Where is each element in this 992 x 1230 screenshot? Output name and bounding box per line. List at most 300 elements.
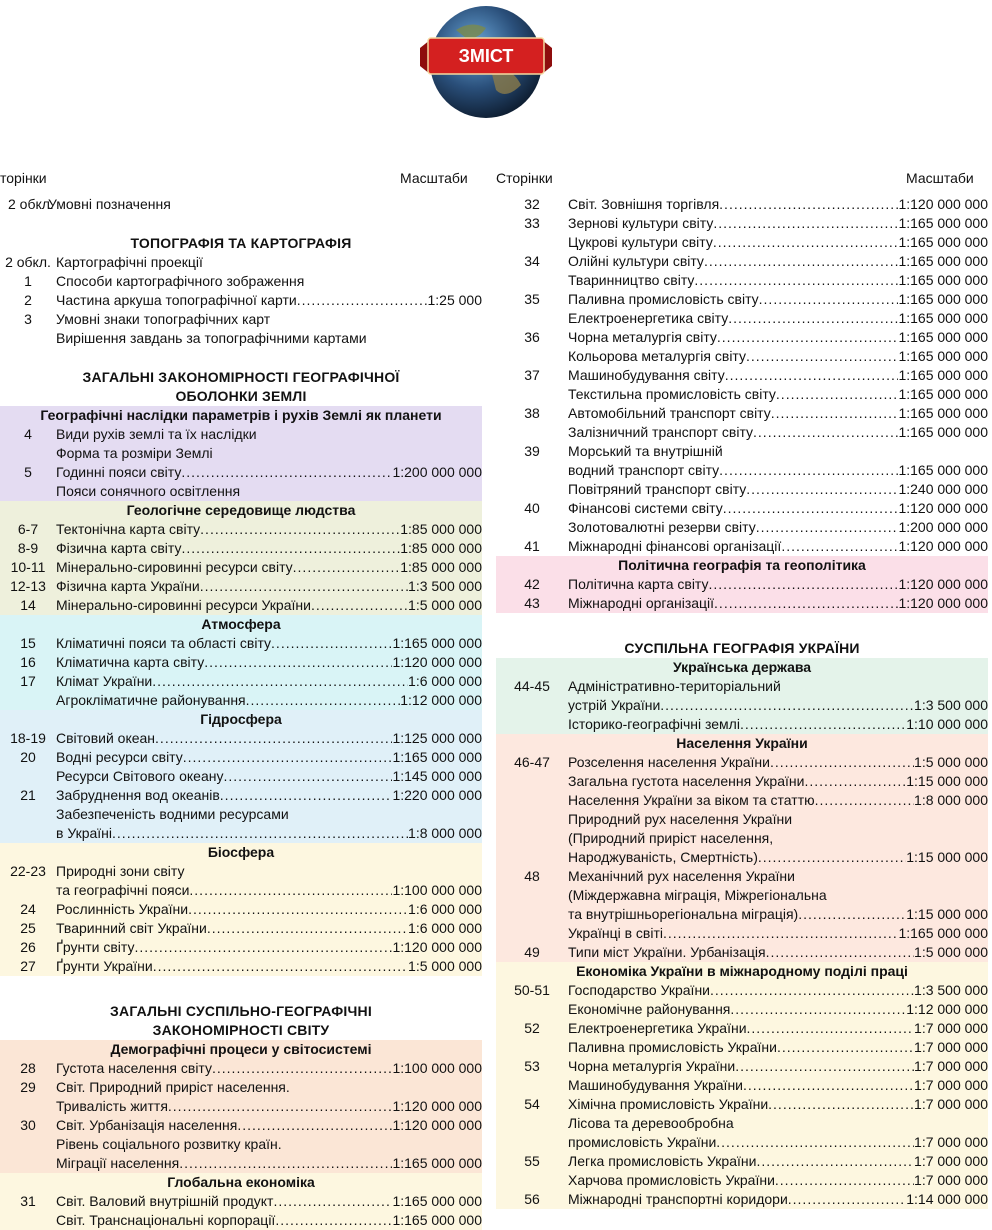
toc-row[interactable]	[0, 425, 482, 444]
toc-scale: 1:120 000 000	[898, 196, 988, 212]
toc-row[interactable]	[496, 252, 988, 271]
leader-dots	[730, 1000, 906, 1019]
subsection-block	[496, 734, 988, 962]
toc-row[interactable]	[496, 537, 988, 556]
toc-row[interactable]	[0, 957, 482, 976]
right-column	[496, 195, 988, 1209]
toc-row[interactable]	[496, 366, 988, 385]
toc-text: Фінансові системи світу	[568, 500, 723, 516]
toc-row[interactable]	[0, 329, 482, 348]
toc-row[interactable]	[496, 1171, 988, 1190]
toc-text: Машинобудування світу	[568, 367, 725, 383]
toc-row[interactable]	[496, 328, 988, 347]
toc-text: Світ. Природний приріст населення.	[56, 1079, 290, 1095]
toc-scale: 1:200 000 000	[898, 519, 988, 535]
left-column	[0, 195, 482, 1230]
toc-row[interactable]	[0, 1211, 482, 1230]
toc-page: 27	[20, 958, 36, 974]
toc-row[interactable]	[0, 938, 482, 957]
toc-text: Міжнародні фінансові організації	[568, 538, 782, 554]
toc-page: 5	[24, 464, 32, 480]
section-heading: ТОПОГРАФІЯ ТА КАРТОГРАФІЯ	[130, 235, 352, 251]
leader-dots	[207, 919, 408, 938]
toc-text: Клімат України	[56, 673, 153, 689]
leader-dots	[777, 1038, 914, 1057]
toc-row[interactable]	[496, 195, 988, 214]
leader-dots	[694, 271, 898, 290]
left-scales-header: Масштаби	[400, 170, 468, 186]
leader-dots	[200, 520, 400, 539]
toc-row[interactable]	[0, 881, 482, 900]
toc-scale: 1:6 000 000	[408, 901, 482, 917]
toc-row[interactable]	[496, 886, 988, 905]
toc-text: Світовий океан	[56, 730, 156, 746]
toc-row[interactable]	[0, 805, 482, 824]
subsection-block	[0, 501, 482, 615]
section-heading: ЗАГАЛЬНІ ЗАКОНОМІРНОСТІ ГЕОГРАФІЧНОЇ	[82, 369, 400, 385]
leader-dots	[112, 824, 408, 843]
toc-text: Способи картографічного зображення	[56, 273, 305, 289]
leader-dots	[181, 463, 392, 482]
leader-dots	[212, 1059, 392, 1078]
toc-text: Рослинність України	[56, 901, 189, 917]
leader-dots	[746, 480, 898, 499]
toc-row[interactable]	[496, 461, 988, 480]
leader-dots	[714, 594, 898, 613]
toc-text: Тваринний світ України	[56, 920, 207, 936]
toc-row[interactable]	[496, 385, 988, 404]
toc-scale: 1:165 000 000	[898, 310, 988, 326]
leader-dots	[768, 1095, 914, 1114]
toc-text: Світ. Урбанізація населення	[56, 1117, 238, 1133]
toc-text: Мінерально-сировинні ресурси України	[56, 597, 311, 613]
subsection-block	[0, 1173, 482, 1230]
leader-dots	[204, 653, 392, 672]
leader-dots	[223, 767, 392, 786]
toc-page: 31	[20, 1193, 36, 1209]
toc-row[interactable]	[0, 1192, 482, 1211]
toc-row[interactable]	[496, 772, 988, 791]
toc-row[interactable]	[496, 233, 988, 252]
toc-scale: 1:165 000 000	[898, 348, 988, 364]
toc-row[interactable]	[0, 444, 482, 463]
leader-dots	[220, 786, 393, 805]
toc-text: Ґрунти світу	[56, 939, 135, 955]
toc-page: 22-23	[10, 863, 46, 879]
leader-dots	[709, 575, 899, 594]
toc-row[interactable]	[0, 558, 482, 577]
toc-page: 44-45	[514, 678, 550, 694]
leader-dots	[804, 772, 906, 791]
toc-text: Ресурси Світового океану	[56, 768, 224, 784]
subsection-heading: Біосфера	[207, 844, 275, 860]
toc-row[interactable]	[0, 919, 482, 938]
toc-text: Світ. Зовнішня торгівля	[568, 196, 720, 212]
toc-scale: 1:85 000 000	[400, 540, 482, 556]
leader-dots	[770, 753, 914, 772]
toc-text: Лісова та деревообробна	[568, 1115, 734, 1131]
toc-scale: 1:120 000 000	[898, 500, 988, 516]
leader-dots	[153, 957, 408, 976]
subsection-heading: Геологічне середовище людства	[126, 502, 356, 518]
left-pages-header: торінки	[0, 170, 47, 186]
toc-row[interactable]	[496, 347, 988, 366]
toc-text: (Природний приріст населення,	[568, 830, 774, 846]
toc-page: 10-11	[10, 559, 46, 575]
toc-scale: 1:165 000 000	[898, 386, 988, 402]
toc-scale: 1:6 000 000	[408, 673, 482, 689]
toc-text: Вирішення завдань за топографічними картами	[56, 330, 367, 346]
toc-row[interactable]	[496, 404, 988, 423]
toc-text: Повітряний транспорт світу	[568, 481, 747, 497]
toc-page: 40	[524, 500, 540, 516]
toc-page: 18-19	[10, 730, 46, 746]
toc-text: Економічне районування	[568, 1001, 731, 1017]
toc-row[interactable]	[0, 1097, 482, 1116]
toc-page: 53	[524, 1058, 540, 1074]
toc-row[interactable]	[496, 1000, 988, 1019]
toc-text: Золотовалютні резерви світу	[568, 519, 756, 535]
toc-page: 56	[524, 1191, 540, 1207]
leader-dots	[740, 715, 906, 734]
toc-page: 39	[524, 443, 540, 459]
toc-scale: 1:165 000 000	[898, 272, 988, 288]
leader-dots	[713, 214, 898, 233]
leader-dots	[735, 1057, 914, 1076]
toc-page: 2 обкл.	[8, 196, 54, 212]
toc-row[interactable]	[0, 253, 482, 272]
toc-scale: 1:120 000 000	[898, 576, 988, 592]
toc-text: Забезпеченість водними ресурсами	[56, 806, 289, 822]
leader-dots	[719, 195, 898, 214]
toc-page: 20	[20, 749, 36, 765]
toc-page: 49	[524, 944, 540, 960]
toc-scale: 1:15 000 000	[906, 906, 988, 922]
toc-scale: 1:165 000 000	[392, 1193, 482, 1209]
toc-row[interactable]	[496, 480, 988, 499]
title-text: ЗМІСТ	[458, 46, 514, 66]
leader-dots	[179, 1154, 392, 1173]
toc-scale: 1:7 000 000	[914, 1039, 988, 1055]
toc-row[interactable]	[496, 594, 988, 613]
section-heading: ЗАГАЛЬНІ СУСПІЛЬНО-ГЕОГРАФІЧНІ	[110, 1003, 372, 1019]
leader-dots	[660, 696, 914, 715]
toc-group	[496, 195, 988, 556]
toc-scale: 1:7 000 000	[914, 1058, 988, 1074]
toc-page: 55	[524, 1153, 540, 1169]
toc-text: Види рухів землі та їх наслідки	[56, 426, 257, 442]
toc-scale: 1:165 000 000	[392, 1155, 482, 1171]
toc-page: 46-47	[514, 754, 550, 770]
toc-row[interactable]	[496, 677, 988, 696]
toc-scale: 1:165 000 000	[898, 424, 988, 440]
toc-scale: 1:120 000 000	[392, 1098, 482, 1114]
toc-row[interactable]	[0, 1154, 482, 1173]
toc-row[interactable]	[0, 729, 482, 748]
toc-row[interactable]	[496, 214, 988, 233]
toc-row[interactable]	[496, 696, 988, 715]
toc-text: Харчова промисловість України	[568, 1172, 775, 1188]
toc-text: Пояси сонячного освітлення	[56, 483, 241, 499]
toc-text: Автомобільний транспорт світу	[568, 405, 771, 421]
toc-text: Мінерально-сировинні ресурси світу	[56, 559, 293, 575]
toc-row[interactable]	[0, 482, 482, 501]
toc-text: Чорна металургія України	[568, 1058, 736, 1074]
toc-row[interactable]	[0, 1116, 482, 1135]
toc-page: 50-51	[514, 982, 550, 998]
toc-row[interactable]	[0, 1059, 482, 1078]
toc-scale: 1:5 000 000	[408, 958, 482, 974]
toc-page: 4	[24, 426, 32, 442]
leader-dots	[725, 366, 899, 385]
toc-page: 25	[20, 920, 36, 936]
toc-text: Світ. Транснаціональні корпорації	[56, 1212, 276, 1228]
toc-text: Олійні культури світу	[568, 253, 704, 269]
toc-row[interactable]	[496, 271, 988, 290]
toc-row[interactable]	[496, 810, 988, 829]
toc-row[interactable]	[496, 499, 988, 518]
toc-row[interactable]	[496, 981, 988, 1000]
subsection-block	[496, 658, 988, 734]
toc-page: 21	[20, 787, 36, 803]
toc-page: 3	[24, 311, 32, 327]
toc-text: Зернові культури світу	[568, 215, 714, 231]
toc-scale: 1:165 000 000	[392, 635, 482, 651]
toc-text: Цукрові культури світу	[568, 234, 713, 250]
toc-scale: 1:120 000 000	[392, 1117, 482, 1133]
toc-page: 2 обкл.	[5, 254, 51, 270]
leader-dots	[798, 905, 906, 924]
section-heading: СУСПІЛЬНА ГЕОГРАФІЯ УКРАЇНИ	[624, 640, 860, 656]
toc-scale: 1:15 000 000	[906, 773, 988, 789]
leader-dots	[200, 577, 408, 596]
toc-text: Машинобудування України	[568, 1077, 743, 1093]
leader-dots	[155, 729, 392, 748]
toc-text: Рівень соціального розвитку країн.	[56, 1136, 282, 1152]
toc-row[interactable]	[496, 924, 988, 943]
toc-row[interactable]	[0, 577, 482, 596]
leader-dots	[716, 1133, 914, 1152]
toc-scale: 1:12 000 000	[906, 1001, 988, 1017]
toc-text: Форма та розміри Землі	[56, 445, 213, 461]
toc-text: Політична карта світу	[568, 576, 709, 592]
toc-text: Тваринництво світу	[568, 272, 695, 288]
toc-text: Тривалість життя	[56, 1098, 168, 1114]
toc-row[interactable]	[496, 290, 988, 309]
toc-row[interactable]	[0, 653, 482, 672]
toc-row[interactable]	[496, 1019, 988, 1038]
toc-scale: 1:165 000 000	[898, 367, 988, 383]
toc-page: 1	[24, 273, 32, 289]
section-heading: ОБОЛОНКИ ЗЕМЛІ	[175, 388, 307, 404]
toc-row[interactable]	[0, 900, 482, 919]
toc-page: 16	[20, 654, 36, 670]
toc-scale: 1:200 000 000	[392, 464, 482, 480]
toc-text: та географічні пояси	[56, 882, 190, 898]
toc-row[interactable]	[496, 1114, 988, 1133]
toc-scale: 1:85 000 000	[400, 521, 482, 537]
toc-scale: 1:14 000 000	[906, 1191, 988, 1207]
toc-row[interactable]	[496, 1152, 988, 1171]
toc-row[interactable]	[0, 463, 482, 482]
toc-row[interactable]	[496, 1057, 988, 1076]
toc-text: Світ. Валовий внутрішній продукт	[56, 1193, 274, 1209]
toc-text: Кліматична карта світу	[56, 654, 205, 670]
toc-page: 35	[524, 291, 540, 307]
toc-row[interactable]	[0, 748, 482, 767]
leader-dots	[723, 499, 899, 518]
subsection-heading: Атмосфера	[201, 616, 281, 632]
toc-scale: 1:3 500 000	[914, 697, 988, 713]
toc-text: устрій України	[568, 697, 661, 713]
leader-dots	[756, 518, 899, 537]
toc-page: 17	[20, 673, 36, 689]
leader-dots	[747, 1019, 915, 1038]
toc-row[interactable]	[0, 195, 482, 214]
toc-row[interactable]	[0, 1135, 482, 1154]
toc-page: 14	[20, 597, 36, 613]
toc-scale: 1:10 000 000	[906, 716, 988, 732]
toc-row[interactable]	[496, 1095, 988, 1114]
toc-scale: 1:165 000 000	[898, 462, 988, 478]
toc-text: Умовні позначення	[48, 196, 171, 212]
toc-scale: 1:165 000 000	[898, 925, 988, 941]
toc-page: 29	[20, 1079, 36, 1095]
leader-dots	[297, 291, 428, 310]
toc-text: Типи міст України. Урбанізація	[568, 944, 766, 960]
leader-dots	[766, 943, 914, 962]
toc-row[interactable]	[0, 634, 482, 653]
toc-row[interactable]	[496, 423, 988, 442]
toc-row[interactable]	[0, 824, 482, 843]
toc-scale: 1:3 500 000	[914, 982, 988, 998]
toc-row[interactable]	[496, 791, 988, 810]
toc-scale: 1:15 000 000	[906, 849, 988, 865]
toc-text: Фізична карта України	[56, 578, 200, 594]
toc-scale: 1:6 000 000	[408, 920, 482, 936]
toc-text: (Міждержавна міграція, Міжрегіональна	[568, 887, 827, 903]
toc-row[interactable]	[0, 691, 482, 710]
subsection-block	[496, 962, 988, 1209]
toc-scale: 1:7 000 000	[914, 1077, 988, 1093]
toc-text: Агрокліматичне районування	[56, 692, 246, 708]
toc-row[interactable]	[0, 291, 482, 310]
toc-text: Кольорова металургія світу	[568, 348, 747, 364]
toc-page: 37	[524, 367, 540, 383]
toc-row[interactable]	[0, 672, 482, 691]
toc-page: 42	[524, 576, 540, 592]
toc-row[interactable]	[496, 848, 988, 867]
toc-scale: 1:165 000 000	[898, 329, 988, 345]
toc-text: Народжуваність, Смертність)	[568, 849, 758, 865]
subsection-block	[0, 615, 482, 710]
toc-text: Електроенергетика України	[568, 1020, 747, 1036]
subsection-block	[0, 1040, 482, 1173]
leader-dots	[710, 981, 914, 1000]
leader-dots	[271, 634, 392, 653]
right-pages-header: Сторінки	[496, 170, 553, 186]
leader-dots	[704, 252, 899, 271]
section-heading: ЗАКОНОМІРНОСТІ СВІТУ	[152, 1022, 330, 1038]
toc-row[interactable]	[496, 829, 988, 848]
toc-scale: 1:120 000 000	[392, 939, 482, 955]
leader-dots	[781, 537, 898, 556]
toc-scale: 1:7 000 000	[914, 1020, 988, 1036]
toc-row[interactable]	[0, 310, 482, 329]
leader-dots	[746, 347, 898, 366]
toc-scale: 1:7 000 000	[914, 1172, 988, 1188]
toc-row[interactable]	[496, 309, 988, 328]
leader-dots	[759, 290, 899, 309]
toc-text: Історико-географічні землі	[568, 716, 740, 732]
toc-scale: 1:8 000 000	[914, 792, 988, 808]
subsection-block	[0, 843, 482, 976]
toc-scale: 1:165 000 000	[898, 405, 988, 421]
toc-row[interactable]	[496, 442, 988, 461]
subsection-heading: Демографічні процеси у світосистемі	[110, 1041, 372, 1057]
toc-row[interactable]	[0, 520, 482, 539]
toc-text: Умовні знаки топографічних карт	[56, 311, 271, 327]
toc-row[interactable]	[0, 1078, 482, 1097]
leader-dots	[776, 385, 899, 404]
toc-page: 41	[524, 538, 540, 554]
toc-row[interactable]	[0, 539, 482, 558]
toc-row[interactable]	[496, 753, 988, 772]
toc-text: Адміністративно-територіальний	[568, 678, 781, 694]
toc-text: Водні ресурси світу	[56, 749, 183, 765]
toc-row[interactable]	[496, 943, 988, 962]
toc-text: Хімічна промисловість України	[568, 1096, 769, 1112]
toc-row[interactable]	[496, 1133, 988, 1152]
leader-dots	[237, 1116, 392, 1135]
toc-page: 28	[20, 1060, 36, 1076]
toc-text: Чорна металургія світу	[568, 329, 717, 345]
toc-text: Міграції населення	[56, 1155, 180, 1171]
leader-dots	[275, 1211, 392, 1230]
toc-row[interactable]	[0, 862, 482, 881]
toc-row[interactable]	[0, 786, 482, 805]
toc-text: Механічний рух населення України	[568, 868, 795, 884]
leader-dots	[728, 309, 898, 328]
toc-text: Електроенергетика світу	[568, 310, 729, 326]
toc-row[interactable]	[0, 596, 482, 615]
toc-row[interactable]	[496, 715, 988, 734]
toc-scale: 1:120 000 000	[898, 538, 988, 554]
toc-row[interactable]	[496, 575, 988, 594]
toc-scale: 1:165 000 000	[392, 749, 482, 765]
toc-page: 43	[524, 595, 540, 611]
leader-dots	[183, 748, 393, 767]
toc-row[interactable]	[496, 905, 988, 924]
toc-row[interactable]	[0, 272, 482, 291]
subsection-heading: Глобальна економіка	[167, 1174, 315, 1190]
toc-row[interactable]	[496, 867, 988, 886]
subsection-block	[0, 710, 482, 843]
toc-scale: 1:120 000 000	[898, 595, 988, 611]
toc-row[interactable]	[496, 518, 988, 537]
toc-row[interactable]	[0, 767, 482, 786]
toc-scale: 1:165 000 000	[392, 1212, 482, 1228]
toc-page: 34	[524, 253, 540, 269]
leader-dots	[181, 539, 400, 558]
toc-text: Картографічні проекції	[56, 254, 203, 270]
subsection-heading: Політична географія та геополітика	[618, 557, 866, 573]
toc-row[interactable]	[496, 1038, 988, 1057]
toc-row[interactable]	[496, 1076, 988, 1095]
leader-dots	[293, 558, 401, 577]
leader-dots	[246, 691, 401, 710]
toc-page: 38	[524, 405, 540, 421]
